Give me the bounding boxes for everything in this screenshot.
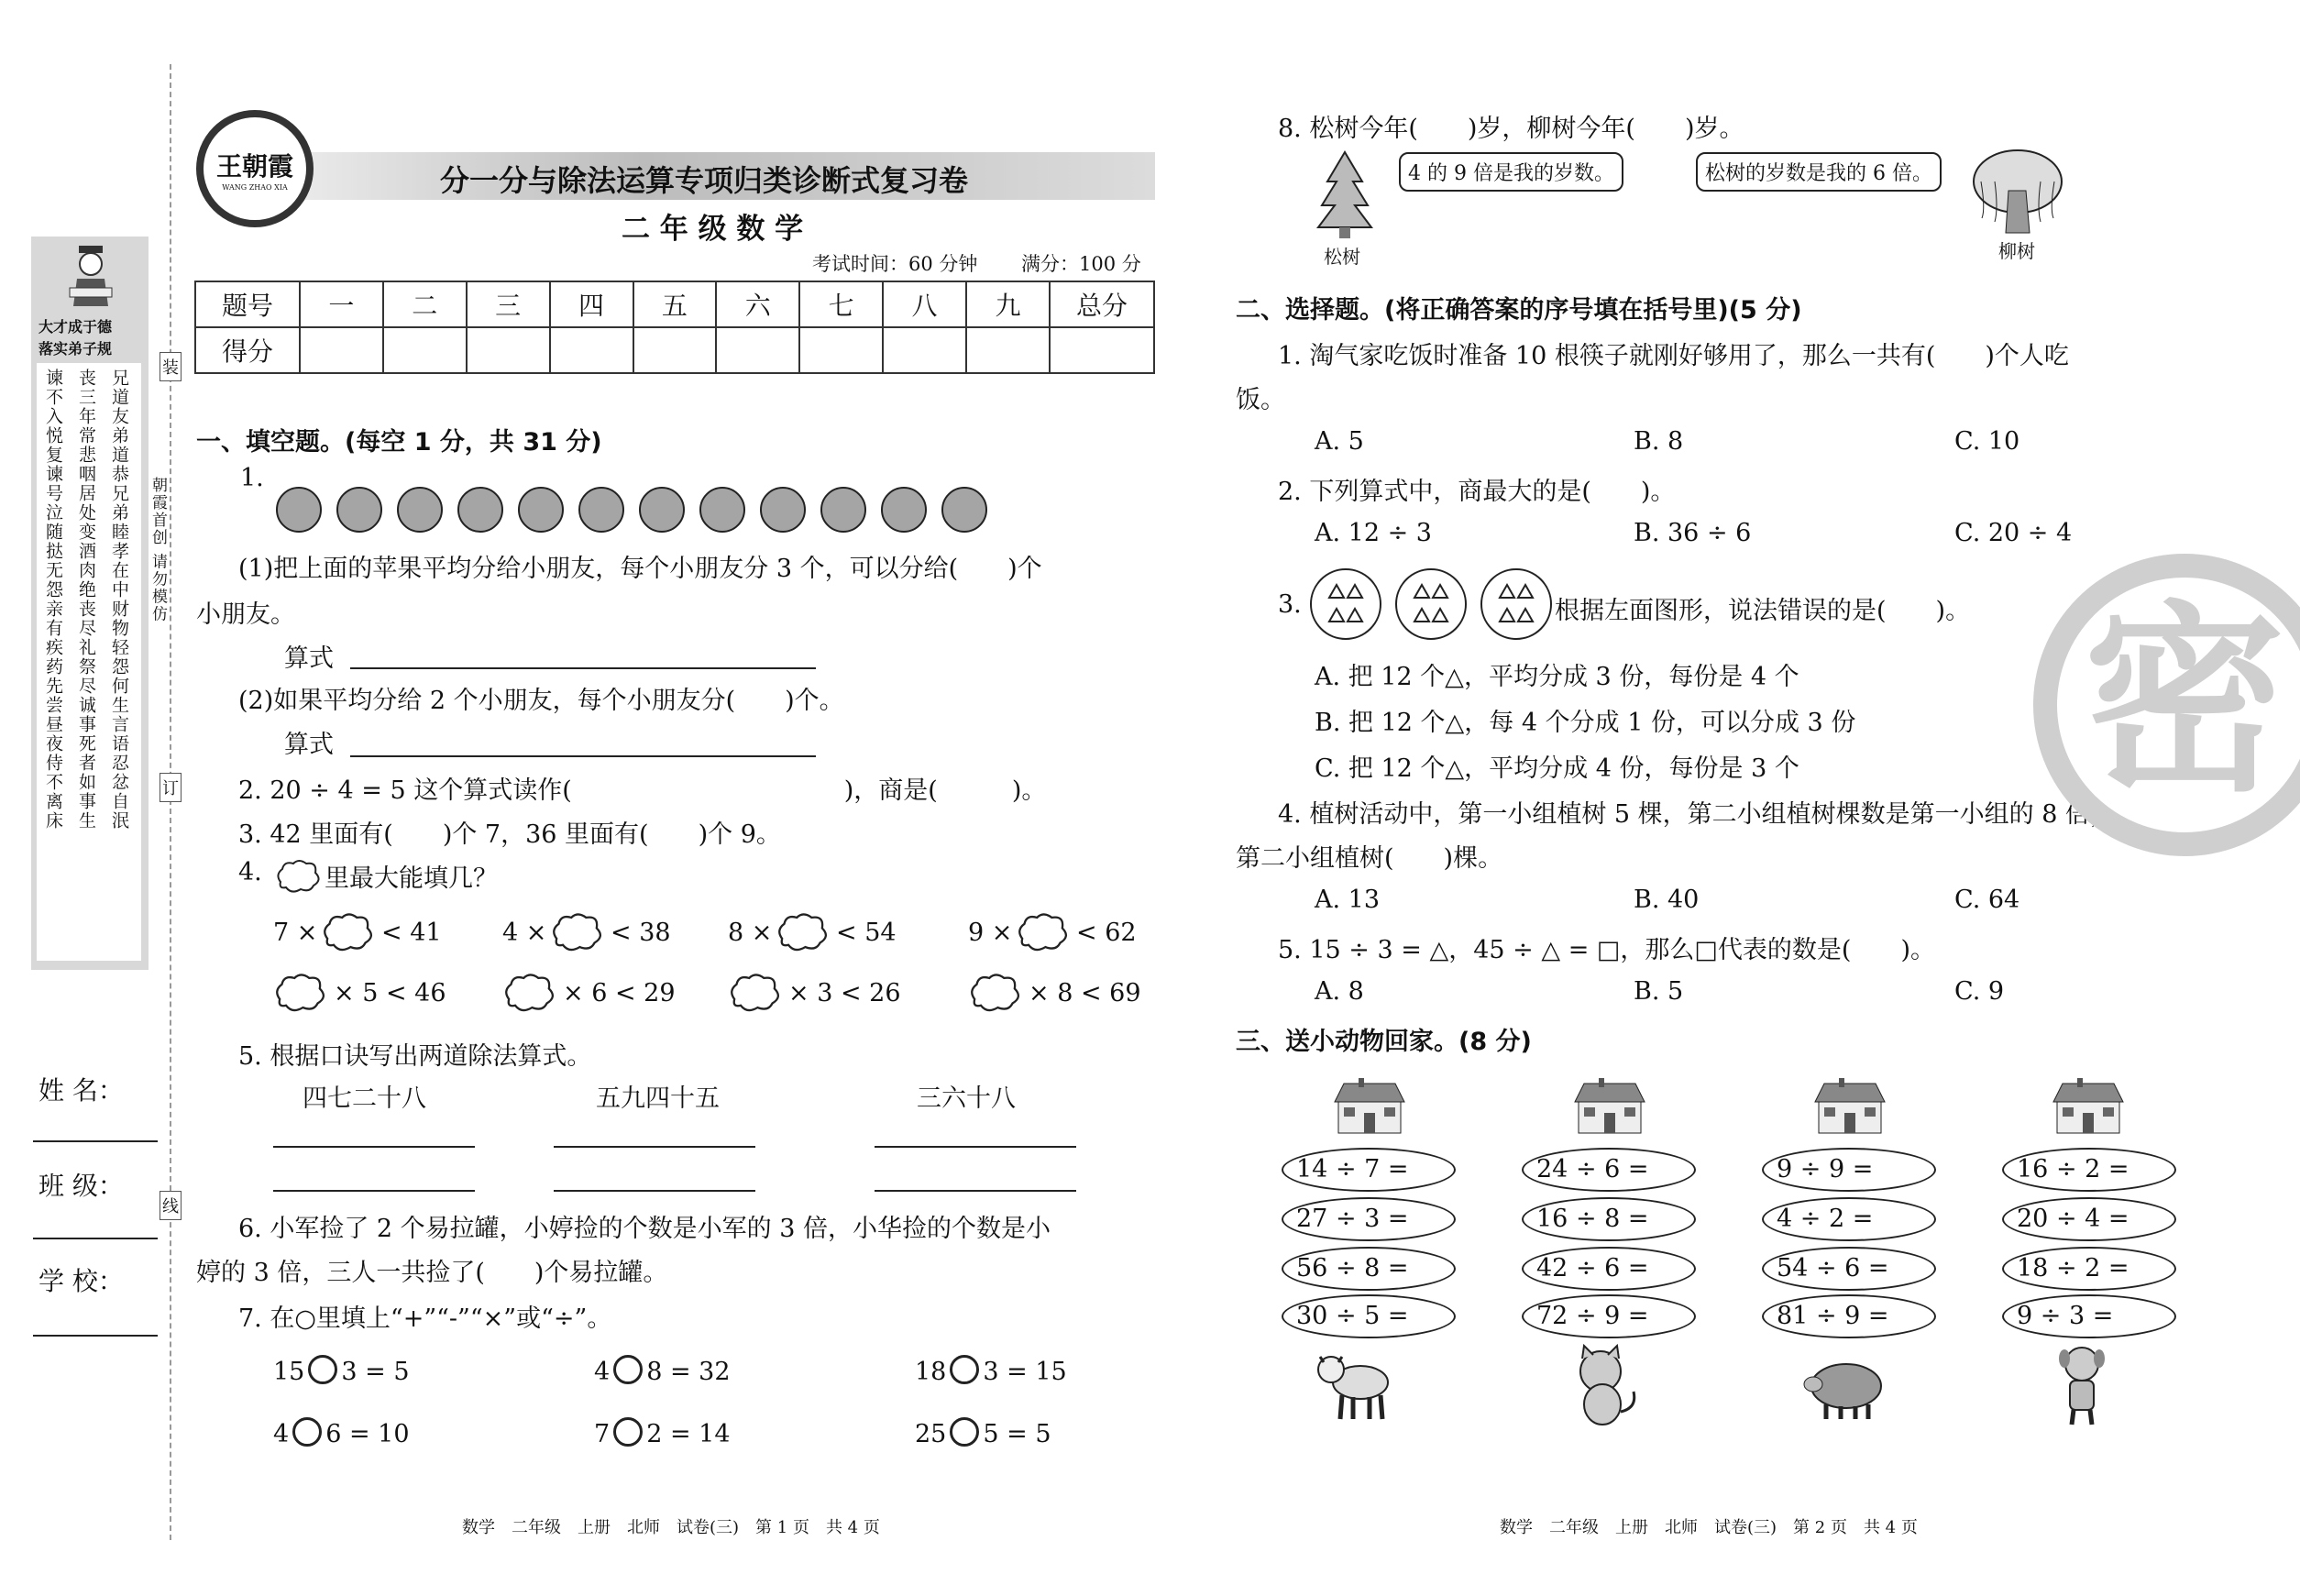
score-input[interactable] bbox=[799, 327, 883, 373]
q4-cloud-input[interactable] bbox=[271, 972, 328, 1020]
s2-q5-option[interactable]: B. 5 bbox=[1634, 977, 1684, 1006]
score-cell: 题号 bbox=[195, 281, 300, 327]
score-input[interactable] bbox=[966, 327, 1050, 373]
class-label: 班 级： bbox=[39, 1171, 124, 1201]
q4-number: 4. bbox=[238, 858, 262, 886]
s2-q3-option[interactable]: C. 把 12 个△，平均分成 4 份，每份是 3 个 bbox=[1315, 754, 1799, 783]
s2-q5-option[interactable]: C. 9 bbox=[1954, 977, 2005, 1006]
equation-text: 20 ÷ 4 = bbox=[2017, 1205, 2129, 1233]
q4-expr: < 62 bbox=[1076, 919, 1137, 947]
score-cell: 五 bbox=[633, 281, 717, 327]
bubble-text: 松树的岁数是我的 6 倍。 bbox=[1705, 162, 1932, 185]
q2-text: 2. 20 ÷ 4 = 5 这个算式读作( )，商是( )。 bbox=[238, 776, 1047, 805]
s2-q1-option[interactable]: B. 8 bbox=[1634, 427, 1684, 456]
name-label: 姓 名： bbox=[39, 1075, 124, 1106]
equation-ellipse[interactable] bbox=[1282, 1247, 1456, 1291]
score-cell: 一 bbox=[300, 281, 383, 327]
q7-right: 3 = 5 bbox=[341, 1358, 410, 1386]
house-icon bbox=[1811, 1078, 1888, 1141]
q7-left: 4 bbox=[594, 1358, 611, 1386]
operator-circle[interactable] bbox=[613, 1417, 643, 1447]
equation-ellipse[interactable] bbox=[1282, 1197, 1456, 1241]
q4-expr: × 5 < 46 bbox=[334, 979, 446, 1007]
equation-text: 18 ÷ 2 = bbox=[2017, 1254, 2129, 1282]
q1-number: 1. bbox=[240, 464, 264, 492]
q5-item: 五九四十五 bbox=[596, 1084, 720, 1113]
score-cell: 总分 bbox=[1050, 281, 1154, 327]
willow-label: 柳树 bbox=[1998, 240, 2035, 262]
operator-circle[interactable] bbox=[292, 1417, 322, 1447]
poem-column: 谏不入悦复谏号泣随挞无怨亲有疾药先尝昼夜侍不离床 bbox=[43, 369, 63, 831]
full-score: 满分：100 分 bbox=[1021, 253, 1141, 275]
q7-left: 18 bbox=[915, 1358, 947, 1386]
score-input[interactable] bbox=[550, 327, 633, 373]
q4-expr: 7 × bbox=[273, 919, 318, 947]
s2-q2-option[interactable]: B. 36 ÷ 6 bbox=[1634, 519, 1752, 547]
equation-ellipse[interactable] bbox=[1282, 1148, 1456, 1192]
q7-left: 25 bbox=[915, 1420, 947, 1448]
binding-dashed-line bbox=[170, 64, 171, 1540]
equation-ellipse[interactable] bbox=[1522, 1247, 1696, 1291]
q4-text: 里最大能填几？ bbox=[325, 864, 498, 893]
q7-item bbox=[915, 1355, 1067, 1386]
equation-ellipse[interactable] bbox=[1282, 1294, 1456, 1338]
q1-answer-line-1[interactable] bbox=[350, 667, 816, 669]
q7-right: 2 = 14 bbox=[646, 1420, 731, 1448]
score-cell: 四 bbox=[550, 281, 633, 327]
q4-cloud-icon bbox=[273, 858, 323, 901]
q8-text: 8. 松树今年( )岁，柳树今年( )岁。 bbox=[1278, 115, 1744, 143]
s2-q1-line2: 饭。 bbox=[1236, 386, 1285, 414]
q4-cloud-input[interactable] bbox=[548, 911, 605, 960]
equation-text: 27 ÷ 3 = bbox=[1296, 1205, 1409, 1233]
score-input[interactable] bbox=[716, 327, 799, 373]
s2-q2-option[interactable]: C. 20 ÷ 4 bbox=[1954, 519, 2073, 547]
house-icon bbox=[1331, 1078, 1408, 1141]
equation-text: 72 ÷ 9 = bbox=[1536, 1302, 1649, 1330]
house-icon bbox=[2050, 1078, 2127, 1141]
q5-item: 四七二十八 bbox=[303, 1084, 426, 1113]
speech-bubble-pine bbox=[1399, 152, 1623, 192]
logo-subtext: WANG ZHAO XIA bbox=[222, 183, 288, 192]
operator-circle[interactable] bbox=[950, 1355, 979, 1384]
q4-expr: × 6 < 29 bbox=[563, 979, 676, 1007]
s2-q3-text: 根据左面图形，说法错误的是( )。 bbox=[1555, 597, 1971, 625]
score-input[interactable] bbox=[467, 327, 550, 373]
scholar-figure-icon bbox=[66, 244, 116, 314]
q4-expr: < 38 bbox=[611, 919, 671, 947]
operator-circle[interactable] bbox=[613, 1355, 643, 1384]
q4-expr: × 8 < 69 bbox=[1029, 979, 1141, 1007]
s2-q3-option[interactable]: A. 把 12 个△，平均分成 3 份，每份是 4 个 bbox=[1315, 663, 1799, 691]
q4-expr: < 41 bbox=[381, 919, 442, 947]
page-title: 分一分与除法运算专项归类诊断式复习卷 bbox=[440, 163, 969, 198]
q7-item bbox=[594, 1417, 731, 1448]
q7-item bbox=[594, 1355, 731, 1386]
q7-right: 8 = 32 bbox=[646, 1358, 731, 1386]
s2-q4-line1: 4. 植树活动中，第一小组植树 5 棵，第二小组植树棵数是第一小组的 8 倍， bbox=[1278, 800, 2116, 829]
s2-q5-option[interactable]: A. 8 bbox=[1315, 977, 1364, 1006]
footer-left: 数学 二年级 上册 北师 试卷(三) 第 1 页 共 4 页 bbox=[462, 1518, 880, 1537]
q5-item: 三六十八 bbox=[917, 1084, 1016, 1113]
subtitle: 二 年 级 数 学 bbox=[622, 213, 804, 246]
triangle-groups-figure bbox=[1309, 565, 1557, 650]
equation-text: 16 ÷ 8 = bbox=[1536, 1205, 1649, 1233]
equation-ellipse[interactable] bbox=[2002, 1247, 2176, 1291]
q6-text-line2: 婷的 3 倍，三人一共捡了( )个易拉罐。 bbox=[196, 1259, 668, 1287]
equation-ellipse[interactable] bbox=[1762, 1197, 1936, 1241]
school-field[interactable] bbox=[33, 1335, 158, 1337]
poem-column: 丧三年常悲咽居处变酒肉绝丧尽礼祭尽诚事死者如事生 bbox=[76, 369, 96, 831]
q4-expr: 4 × bbox=[502, 919, 547, 947]
equation-text: 56 ÷ 8 = bbox=[1296, 1254, 1409, 1282]
sidebar-motto-bottom: 落实弟子规 bbox=[39, 340, 113, 358]
equation-ellipse[interactable] bbox=[1762, 1247, 1936, 1291]
section2-heading: 二、选择题。(将正确答案的序号填在括号里)(5 分) bbox=[1236, 296, 1802, 325]
q3-text: 3. 42 里面有( )个 7，36 里面有( )个 9。 bbox=[238, 820, 781, 849]
equation-ellipse[interactable] bbox=[1522, 1197, 1696, 1241]
q4-expr: × 3 < 26 bbox=[788, 979, 901, 1007]
section1-heading: 一、填空题。(每空 1 分，共 31 分) bbox=[196, 428, 602, 457]
binding-mark-3: 线 bbox=[160, 1191, 182, 1220]
q1-part2: (2)如果平均分给 2 个小朋友，每个小朋友分( )个。 bbox=[238, 687, 844, 715]
q7-item bbox=[273, 1355, 410, 1386]
sidebar-motto-top: 大才成于德 bbox=[39, 318, 113, 336]
q4-cloud-input[interactable] bbox=[774, 911, 831, 960]
score-input[interactable] bbox=[883, 327, 966, 373]
equation-text: 16 ÷ 2 = bbox=[2017, 1155, 2129, 1183]
equation-ellipse[interactable] bbox=[2002, 1148, 2176, 1192]
s2-q4-option[interactable]: C. 64 bbox=[1954, 886, 2020, 914]
q7-left: 4 bbox=[273, 1420, 290, 1448]
score-cell: 得分 bbox=[195, 327, 300, 373]
s2-q1-option[interactable]: A. 5 bbox=[1315, 427, 1364, 456]
equation-text: 9 ÷ 9 = bbox=[1777, 1155, 1874, 1183]
score-cell: 六 bbox=[716, 281, 799, 327]
equation-text: 4 ÷ 2 = bbox=[1777, 1205, 1874, 1233]
q5-answer-line[interactable] bbox=[875, 1190, 1076, 1192]
q4-cloud-input[interactable] bbox=[319, 911, 376, 960]
willow-tree-icon bbox=[1967, 145, 2068, 243]
score-cell: 三 bbox=[467, 281, 550, 327]
s2-q2-option[interactable]: A. 12 ÷ 3 bbox=[1315, 519, 1432, 547]
q4-expr: 8 × bbox=[728, 919, 773, 947]
speech-bubble-willow bbox=[1696, 152, 1942, 192]
pig-icon[interactable] bbox=[1800, 1353, 1888, 1429]
equation-text: 24 ÷ 6 = bbox=[1536, 1155, 1649, 1183]
s2-q3-number: 3. bbox=[1278, 590, 1302, 619]
equation-ellipse[interactable] bbox=[1522, 1294, 1696, 1338]
logo bbox=[196, 110, 314, 227]
score-table-header-row bbox=[195, 281, 1154, 327]
equation-text: 30 ÷ 5 = bbox=[1296, 1302, 1409, 1330]
operator-circle[interactable] bbox=[308, 1355, 337, 1384]
pine-tree-icon bbox=[1315, 149, 1375, 247]
q4-cloud-input[interactable] bbox=[726, 972, 783, 1020]
equation-ellipse[interactable] bbox=[2002, 1197, 2176, 1241]
equation-ellipse[interactable] bbox=[1522, 1148, 1696, 1192]
q5-answer-line[interactable] bbox=[273, 1190, 475, 1192]
s2-q5-text: 5. 15 ÷ 3 = △，45 ÷ △ = □，那么□代表的数是( )。 bbox=[1278, 936, 1936, 964]
q7-item bbox=[273, 1417, 410, 1448]
equation-ellipse[interactable] bbox=[1762, 1148, 1936, 1192]
score-table-score-row bbox=[195, 327, 1154, 373]
score-input[interactable] bbox=[1050, 327, 1154, 373]
score-cell: 七 bbox=[799, 281, 883, 327]
school-label: 学 校： bbox=[39, 1266, 124, 1296]
q5-answer-line[interactable] bbox=[875, 1146, 1076, 1148]
q4-expr: 9 × bbox=[968, 919, 1013, 947]
seal-char: 密 bbox=[2083, 584, 2285, 819]
equation-ellipse[interactable] bbox=[1762, 1294, 1936, 1338]
q4-cloud-input[interactable] bbox=[966, 972, 1023, 1020]
q4-cloud-input[interactable] bbox=[501, 972, 557, 1020]
binding-mark-2: 订 bbox=[160, 773, 182, 802]
q6-text-line1: 6. 小军捡了 2 个易拉罐，小婷捡的个数是小军的 3 倍，小华捡的个数是小 bbox=[238, 1215, 1051, 1243]
s2-q4-option[interactable]: A. 13 bbox=[1315, 886, 1381, 914]
bubble-text: 4 的 9 倍是我的岁数。 bbox=[1408, 162, 1614, 185]
exam-time: 考试时间：60 分钟 bbox=[812, 253, 978, 275]
score-input[interactable] bbox=[383, 327, 467, 373]
q7-right: 6 = 10 bbox=[325, 1420, 410, 1448]
q1-part1-cont: 小朋友。 bbox=[196, 600, 295, 629]
s2-q1-line1: 1. 淘气家吃饭时准备 10 根筷子就刚好够用了，那么一共有( )个人吃 bbox=[1278, 342, 2069, 370]
poem-column: 兄道友弟道恭兄弟睦孝在中财物轻怨何生言语忍忿自泯 bbox=[109, 369, 129, 831]
equation-text: 14 ÷ 7 = bbox=[1296, 1155, 1409, 1183]
q7-right: 3 = 15 bbox=[983, 1358, 1067, 1386]
q7-item bbox=[915, 1417, 1051, 1448]
dog-icon[interactable] bbox=[2053, 1344, 2110, 1435]
equation-text: 9 ÷ 3 = bbox=[2017, 1302, 2114, 1330]
name-field[interactable] bbox=[33, 1140, 158, 1142]
sidebar-panel bbox=[31, 237, 149, 970]
q7-right: 5 = 5 bbox=[983, 1420, 1051, 1448]
score-input[interactable] bbox=[300, 327, 383, 373]
operator-circle[interactable] bbox=[950, 1417, 979, 1447]
equation-text: 81 ÷ 9 = bbox=[1777, 1302, 1889, 1330]
seal-line: 朝霞首创 请勿模仿 bbox=[149, 477, 167, 623]
q5-answer-line[interactable] bbox=[554, 1146, 755, 1148]
q1-answer-line-2[interactable] bbox=[350, 755, 816, 757]
q7-left: 7 bbox=[594, 1420, 611, 1448]
score-table bbox=[194, 281, 1155, 374]
binding-mark-1: 装 bbox=[160, 352, 182, 381]
s2-q3-option[interactable]: B. 把 12 个△，每 4 个分成 1 份，可以分成 3 份 bbox=[1315, 709, 1856, 737]
q4-cloud-input[interactable] bbox=[1014, 911, 1071, 960]
cat-icon[interactable] bbox=[1564, 1344, 1643, 1435]
cow-icon[interactable] bbox=[1313, 1344, 1401, 1429]
section3-heading: 三、送小动物回家。(8 分) bbox=[1236, 1028, 1532, 1056]
score-cell: 九 bbox=[966, 281, 1050, 327]
q7-text: 7. 在○里填上“+”“-”“×”或“÷”。 bbox=[238, 1304, 612, 1333]
s2-q4-option[interactable]: B. 40 bbox=[1634, 886, 1700, 914]
s2-q4-line2: 第二小组植树( )棵。 bbox=[1236, 844, 1503, 873]
q7-left: 15 bbox=[273, 1358, 305, 1386]
q5-text: 5. 根据口诀写出两道除法算式。 bbox=[238, 1042, 592, 1071]
footer-right: 数学 二年级 上册 北师 试卷(三) 第 2 页 共 4 页 bbox=[1500, 1518, 1918, 1537]
suanshi-label: 算式 bbox=[284, 644, 334, 673]
suanshi-label: 算式 bbox=[284, 731, 334, 759]
q5-answer-line[interactable] bbox=[273, 1146, 475, 1148]
pine-label: 松树 bbox=[1324, 246, 1360, 268]
q4-expr: < 54 bbox=[836, 919, 897, 947]
q5-answer-line[interactable] bbox=[554, 1190, 755, 1192]
s2-q2-text: 2. 下列算式中，商最大的是( )。 bbox=[1278, 478, 1676, 506]
score-cell: 八 bbox=[883, 281, 966, 327]
sidebar-poem-box bbox=[37, 363, 141, 961]
apples-row bbox=[275, 484, 999, 540]
equation-text: 54 ÷ 6 = bbox=[1777, 1254, 1889, 1282]
equation-ellipse[interactable] bbox=[2002, 1294, 2176, 1338]
house-icon bbox=[1571, 1078, 1648, 1141]
equation-text: 42 ÷ 6 = bbox=[1536, 1254, 1649, 1282]
score-cell: 二 bbox=[383, 281, 467, 327]
score-input[interactable] bbox=[633, 327, 717, 373]
q1-part1: (1)把上面的苹果平均分给小朋友，每个小朋友分 3 个，可以分给( )个 bbox=[238, 555, 1042, 583]
s2-q1-option[interactable]: C. 10 bbox=[1954, 427, 2020, 456]
logo-text: 王朝霞 bbox=[215, 151, 293, 182]
class-field[interactable] bbox=[33, 1238, 158, 1239]
